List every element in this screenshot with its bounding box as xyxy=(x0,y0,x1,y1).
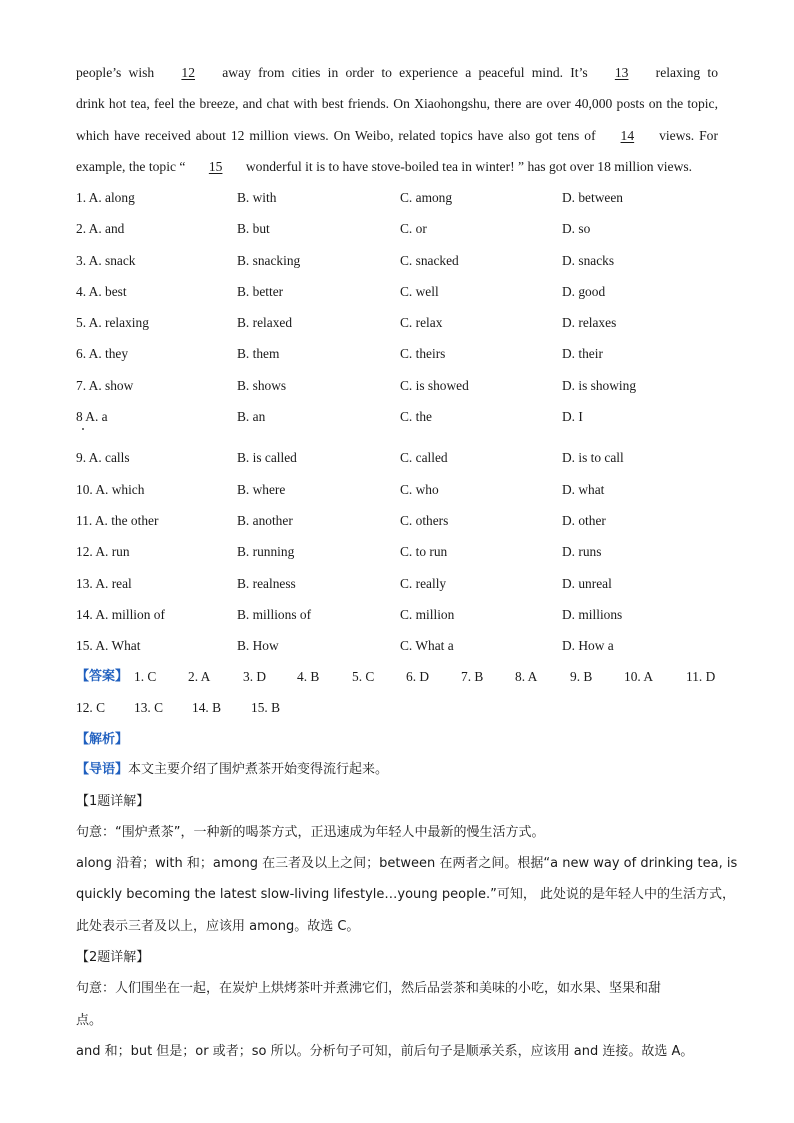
answer-item: 15. B xyxy=(251,700,281,716)
option-row xyxy=(76,442,726,473)
option-d: D. snacks xyxy=(562,252,615,268)
passage-line xyxy=(76,57,718,88)
passage-text: away from cities in order to experience a peaceful mind. It’s xyxy=(215,65,595,80)
answer-label: 【答案】 xyxy=(76,669,129,684)
option-d: D. runs xyxy=(562,544,602,560)
analysis-label: 【解析】 xyxy=(76,732,129,747)
explanation-line: quickly becoming the latest slow-living lifestyle…young people.”可知， 此处说的是年轻人中的生活方式， xyxy=(76,887,735,903)
answer-item: 13. C xyxy=(134,700,164,716)
option-b: B. How xyxy=(237,638,279,654)
option-row xyxy=(76,182,726,213)
answer-item: 9. B xyxy=(570,669,593,684)
option-c: C. What a xyxy=(400,638,454,654)
answer-item: 2. A xyxy=(188,669,211,684)
answer-item: 7. B xyxy=(461,669,484,684)
answer-item: 4. B xyxy=(297,669,320,684)
option-b: B. with xyxy=(237,190,277,205)
answer-item: 11. D xyxy=(686,669,716,684)
option-d: D. is to call xyxy=(562,450,624,466)
answer-item: 12. C xyxy=(76,700,106,716)
option-a: 2. A. and xyxy=(76,221,125,237)
option-c: C. relax xyxy=(400,315,443,331)
answer-item: 10. A xyxy=(624,669,654,684)
option-row xyxy=(76,213,726,244)
option-d: D. what xyxy=(562,481,605,497)
option-a: 1. A. along xyxy=(76,190,135,205)
option-c: C. well xyxy=(400,283,439,299)
explanation-line: 句意：人们围坐在一起，在炭炉上烘烤茶叶并煮沸它们，然后品尝茶和美味的小吃，如水果、坚果和甜 xyxy=(76,981,662,997)
option-d: D. good xyxy=(562,283,606,299)
q2-heading: 【2题详解】 xyxy=(76,950,150,966)
option-c: C. theirs xyxy=(400,346,446,362)
option-b: B. better xyxy=(237,283,284,299)
option-c: C. really xyxy=(400,575,447,591)
passage-text: relaxing to xyxy=(648,65,718,80)
option-b: B. shows xyxy=(237,377,287,393)
answer-item: 6. D xyxy=(406,669,430,684)
option-d: D. between xyxy=(562,190,623,205)
passage-text: people’s wish xyxy=(76,65,162,80)
passage-text: example, the topic “ xyxy=(76,158,189,174)
option-c: C. or xyxy=(400,221,427,237)
option-a: 7. A. show xyxy=(76,377,134,393)
option-row xyxy=(76,599,726,630)
option-d: D. their xyxy=(562,346,603,362)
q1-heading: 【1题详解】 xyxy=(76,793,150,809)
option-row xyxy=(76,401,726,432)
option-d: D. How a xyxy=(562,638,614,654)
option-a: 12. A. run xyxy=(76,544,130,560)
option-d: D. so xyxy=(562,221,591,237)
guide-text: 本文主要介绍了围炉煮茶开始变得流行起来。 xyxy=(128,762,389,778)
blank-15: 15 xyxy=(208,158,223,174)
answer-item: 5. C xyxy=(352,669,375,684)
option-a: 6. A. they xyxy=(76,346,129,362)
option-d: D. unreal xyxy=(562,575,612,591)
option-c: C. million xyxy=(400,606,455,622)
option-d: D. I xyxy=(562,409,583,425)
options-table xyxy=(76,182,726,661)
passage-line xyxy=(76,120,718,151)
option-d: D. millions xyxy=(562,606,623,622)
option-b: B. an xyxy=(237,409,266,425)
option-d: D. is showing xyxy=(562,377,637,393)
option-c: C. called xyxy=(400,450,448,466)
answer-section xyxy=(76,661,736,724)
explanation-line: 此处表示三者及以上，应该用 among。故选 C。 xyxy=(76,918,360,934)
option-a: 5. A. relaxing xyxy=(76,315,149,331)
blank-14: 14 xyxy=(620,127,635,143)
option-row xyxy=(76,474,726,505)
option-row xyxy=(76,568,726,599)
option-a: 15. A. What xyxy=(76,638,141,654)
q2-explanation xyxy=(76,973,726,1067)
analysis-section xyxy=(76,723,738,1067)
option-b: B. relaxed xyxy=(237,315,293,331)
passage-text: views. For xyxy=(654,127,719,143)
option-c: C. others xyxy=(400,512,449,528)
answer-item: 14. B xyxy=(192,700,222,716)
option-a: 8 A. a xyxy=(76,409,108,425)
blank-12: 12 xyxy=(181,65,196,80)
guide-label: 【导语】 xyxy=(76,762,129,778)
option-c: C. is showed xyxy=(400,377,469,393)
option-b: B. millions of xyxy=(237,606,312,622)
option-row xyxy=(76,536,726,567)
option-c: C. the xyxy=(400,409,432,425)
explanation-line: 点。 xyxy=(76,1012,103,1028)
option-c: C. who xyxy=(400,481,439,497)
stray-dot xyxy=(82,428,84,430)
option-b: B. snacking xyxy=(237,252,301,268)
option-b: B. is called xyxy=(237,450,297,466)
option-row xyxy=(76,276,726,307)
option-a: 10. A. which xyxy=(76,481,145,497)
passage-text: wonderful it is to have stove-boiled tea in winter! ” has got over 18 million views. xyxy=(242,158,693,174)
option-row xyxy=(76,630,726,661)
passage-text: which have received about 12 million views. On Weibo, related topics have also got tens of xyxy=(76,127,601,143)
blank-13: 13 xyxy=(614,65,629,80)
answer-item: 8. A xyxy=(515,669,538,684)
q1-explanation xyxy=(76,817,738,942)
option-b: B. but xyxy=(237,221,270,237)
option-a: 11. A. the other xyxy=(76,512,159,528)
explanation-line: and 和；but 但是；or 或者；so 所以。分析句子可知，前后句子是顺承关系，应该用 and 连接。故选 A。 xyxy=(76,1043,694,1059)
option-b: B. realness xyxy=(237,575,296,591)
passage-line xyxy=(76,88,718,119)
answer-item: 3. D xyxy=(243,669,267,684)
option-a: 4. A. best xyxy=(76,283,127,299)
option-row xyxy=(76,338,726,369)
option-a: 3. A. snack xyxy=(76,252,136,268)
option-c: C. to run xyxy=(400,544,448,560)
option-a: 9. A. calls xyxy=(76,450,130,466)
option-a: 13. A. real xyxy=(76,575,132,591)
option-b: B. them xyxy=(237,346,280,362)
option-b: B. another xyxy=(237,512,293,528)
option-c: C. snacked xyxy=(400,252,459,268)
option-a: 14. A. million of xyxy=(76,606,165,622)
answer-row xyxy=(76,692,736,723)
passage xyxy=(76,57,718,182)
explanation-line: along 沿着；with 和；among 在三者及以上之间；between 在两者之间。根据“a new way of drinking tea, is xyxy=(76,856,738,872)
answer-item: 1. C xyxy=(134,669,157,684)
option-c: C. among xyxy=(400,190,453,205)
option-b: B. where xyxy=(237,481,286,497)
option-row xyxy=(76,245,726,276)
option-row xyxy=(76,307,726,338)
option-d: D. other xyxy=(562,512,606,528)
option-row xyxy=(76,505,726,536)
answer-row xyxy=(76,661,736,692)
option-b: B. running xyxy=(237,544,295,560)
passage-line xyxy=(76,151,718,182)
passage-text: drink hot tea, feel the breeze, and chat with best friends. On Xiaohongshu, there are over 40,000 posts on the topic, xyxy=(76,96,718,112)
option-d: D. relaxes xyxy=(562,315,617,331)
option-row xyxy=(76,370,726,401)
explanation-line: 句意：“围炉煮茶”，一种新的喝茶方式，正迅速成为年轻人中最新的慢生活方式。 xyxy=(76,824,545,840)
